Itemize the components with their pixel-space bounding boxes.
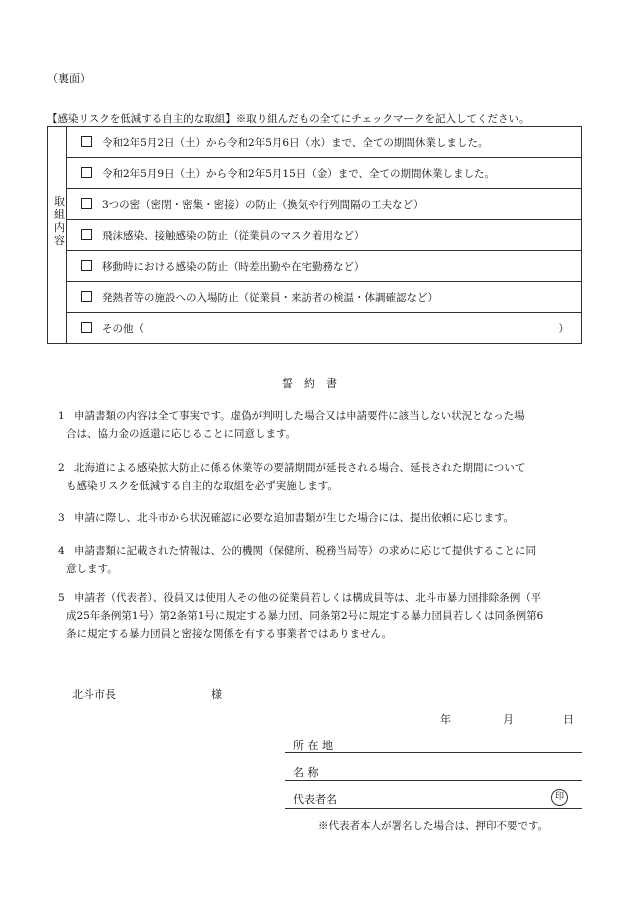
measure-row: [48, 220, 582, 251]
name-label: 名 称: [293, 766, 319, 779]
measure-text: 飛沫感染、接触感染の防止（従業員のマスク着用など）: [102, 229, 365, 242]
clause-5: 5 申請者（代表者）、役員又は使用人その他の従業員若しくは構成員等は、北斗市暴力団排除条例（平 成25年条例第1号）第2条第1号に規定する暴力団、同条第2号に規定する暴力団員若しくは同条例第6 条に規定する暴力団員と密接な関係を有する事業者ではありません。: [58, 592, 544, 640]
measures-heading: 【感染リスクを低減する自主的な取組】※取り組んだもの全てにチェックマークを記入してください。: [47, 113, 530, 125]
other-close: ）: [558, 322, 569, 335]
representative-field[interactable]: [285, 808, 582, 809]
address-field[interactable]: [285, 752, 582, 753]
seal-note: ※代表者本人が署名した場合は、押印不要です。: [318, 820, 549, 832]
back-side-label: （裏面）: [47, 72, 91, 85]
measure-row: [48, 127, 582, 158]
checkbox[interactable]: [81, 167, 92, 178]
date-day: 日: [563, 713, 574, 726]
checkbox[interactable]: [81, 291, 92, 302]
clause-3: 3 申請に際し、北斗市から状況確認に必要な追加書類が生じた場合には、提出依頼に応じます。: [58, 512, 515, 524]
date-month: 月: [503, 713, 514, 726]
checkbox[interactable]: [81, 260, 92, 271]
measure-text: 3つの密（密閉・密集・密接）の防止（換気や行列間隔の工夫など）: [102, 198, 424, 211]
measures-table: [47, 126, 582, 344]
clause-1: 1 申請書類の内容は全て事実です。虚偽が判明した場合又は申請要件に該当しない状況となった場 合は、協力金の返還に応じることに同意します。: [58, 410, 525, 440]
addressee: 北斗市長: [72, 688, 116, 701]
seal-mark: 印: [551, 789, 568, 806]
checkbox[interactable]: [81, 322, 92, 333]
date-year: 年: [440, 713, 451, 726]
checkbox[interactable]: [81, 229, 92, 240]
measure-text: 移動時における感染の防止（時差出勤や在宅勤務など）: [102, 260, 365, 273]
address-label: 所 在 地: [293, 739, 333, 752]
measure-row: [48, 282, 582, 313]
measure-text: 令和2年5月9日（土）から令和2年5月15日（金）まで、全ての期間休業しました。: [102, 167, 496, 180]
checkbox[interactable]: [81, 198, 92, 209]
measure-row: [48, 158, 582, 189]
measure-text: 令和2年5月2日（土）から令和2年5月6日（水）まで、全ての期間休業しました。: [102, 136, 489, 149]
measure-row: [48, 189, 582, 220]
honorific: 様: [211, 688, 222, 701]
other-label: その他（: [102, 322, 144, 335]
representative-label: 代表者名: [293, 793, 337, 806]
clause-4: 4 申請書類に記載された情報は、公的機関（保健所、税務当局等）の求めに応じて提供することに同 意します。: [58, 545, 536, 575]
measure-row-other: [48, 313, 582, 344]
clause-2: 2 北海道による感染拡大防止に係る休業等の要請期間が延長される場合、延長された期間について も感染リスクを低減する自主的な取組を必ず実施します。: [58, 462, 526, 492]
measure-row: [48, 251, 582, 282]
pledge-title: 誓約書: [282, 377, 348, 390]
checkbox[interactable]: [81, 136, 92, 147]
name-field[interactable]: [285, 780, 582, 781]
measure-text: 発熱者等の施設への入場防止（従業員・来訪者の検温・体調確認など）: [102, 291, 438, 304]
side-label: 取 組 内 容: [54, 195, 65, 247]
